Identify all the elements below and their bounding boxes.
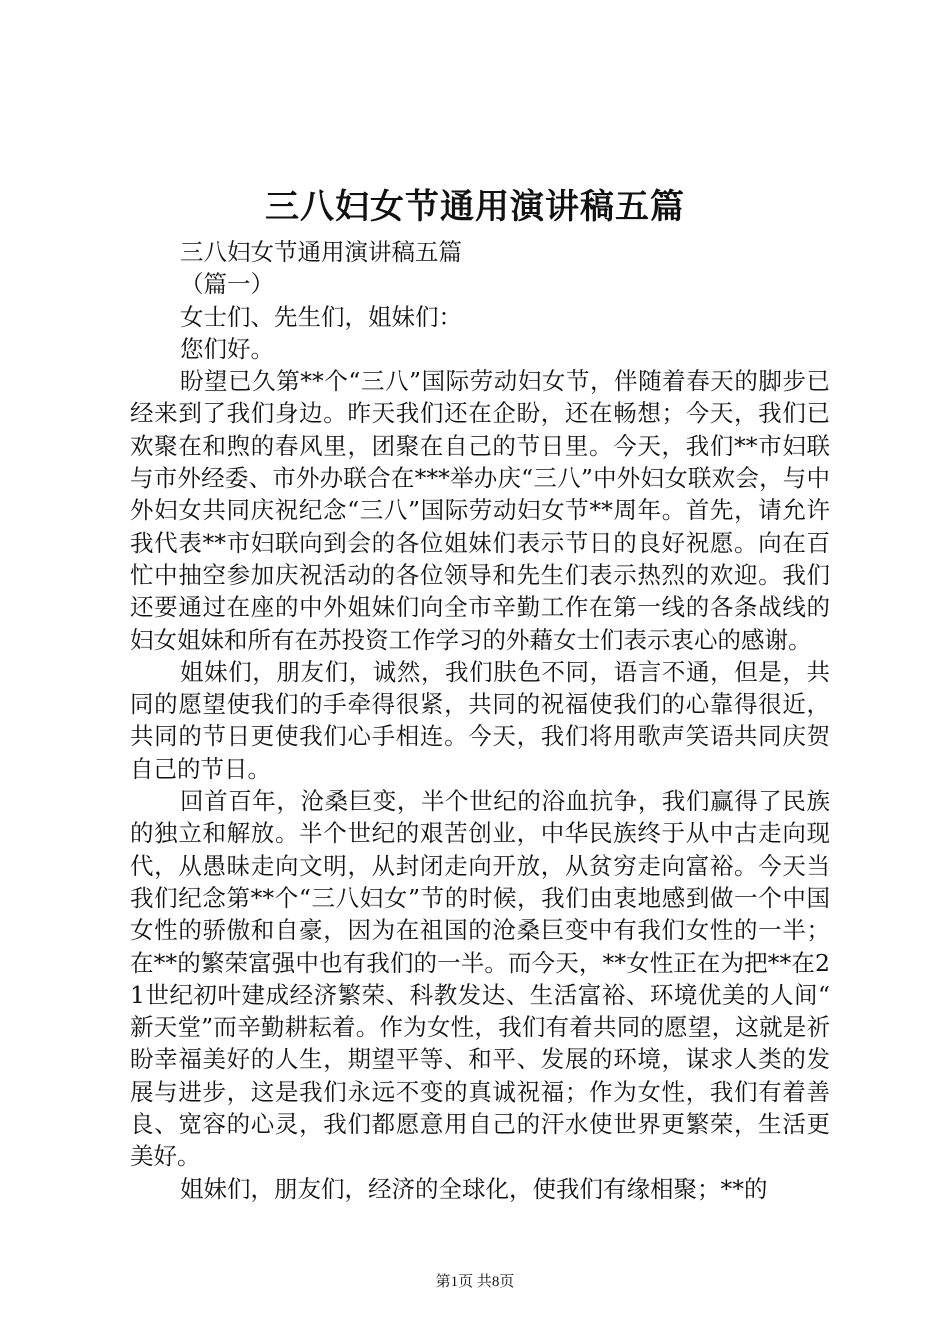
paragraph-body: 姐妹们，朋友们，诚然，我们肤色不同，语言不通，但是，共同的愿望使我们的手牵得很紧，共同的祝福使我们的心靠得很近，共同的节日更使我们心手相连。今天，我们将用歌声笑语共同庆贺自己的节日。 — [130, 657, 830, 783]
paragraph-section-label: （篇一） — [180, 270, 274, 299]
paragraph-subtitle: 三八妇女节通用演讲稿五篇 — [180, 238, 462, 266]
paragraph-body: 姐妹们，朋友们，经济的全球化，使我们有缘相聚；**的 — [180, 1174, 768, 1203]
page-footer: 第1页 共8页 — [435, 1274, 515, 1290]
document-body — [130, 236, 830, 1205]
paragraph-salutation: 女士们、先生们，姐妹们： — [180, 302, 462, 331]
paragraph-body: 盼望已久第**个“三八”国际劳动妇女节，伴随着春天的脚步已经来到了我们身边。昨天我们还在企盼，还在畅想；今天，我们已欢聚在和煦的春风里，团聚在自己的节日里。今天，我们**市妇联与市外经委、市外办联合在***举办庆“三八”中外妇女联欢会，与中外妇女共同庆祝纪念“三八”国际劳动妇女节**周年。首先，请允许我代表**市妇联向到会的各位姐妹们表示节日的良好祝愿。向在百忙中抽空参加庆祝活动的各位领导和先生们表示热烈的欢迎。我们还要通过在座的中外姐妹们向全市辛勤工作在第一线的各条战线的妇女姐妹和所有在苏投资工作学习的外藉女士们表示衷心的感谢。 — [130, 367, 830, 654]
paragraph-greeting: 您们好。 — [180, 334, 274, 363]
document-title: 三八妇女节通用演讲稿五篇 — [265, 187, 685, 227]
paragraph-body: 回首百年，沧桑巨变，半个世纪的浴血抗争，我们赢得了民族的独立和解放。半个世纪的艰苦创业，中华民族终于从中古走向现代，从愚昧走向文明，从封闭走向开放，从贫穷走向富裕。今天当我们纪念第**个“三八妇女”节的时候，我们由衷地感到做一个中国女性的骄傲和自豪，因为在祖国的沧桑巨变中有我们女性的一半；在**的繁荣富强中也有我们的一半。而今天，**女性正在为把**在21世纪初叶建成经济繁荣、科教发达、生活富裕、环境优美的人间“新天堂”而辛勤耕耘着。作为女性，我们有着共同的愿望，这就是祈盼幸福美好的人生，期望平等、和平、发展的环境，谋求人类的发展与进步，这是我们永远不变的真诚祝福；作为女性，我们有着善良、宽容的心灵，我们都愿意用自己的汗水使世界更繁荣，生活更美好。 — [130, 787, 830, 1171]
